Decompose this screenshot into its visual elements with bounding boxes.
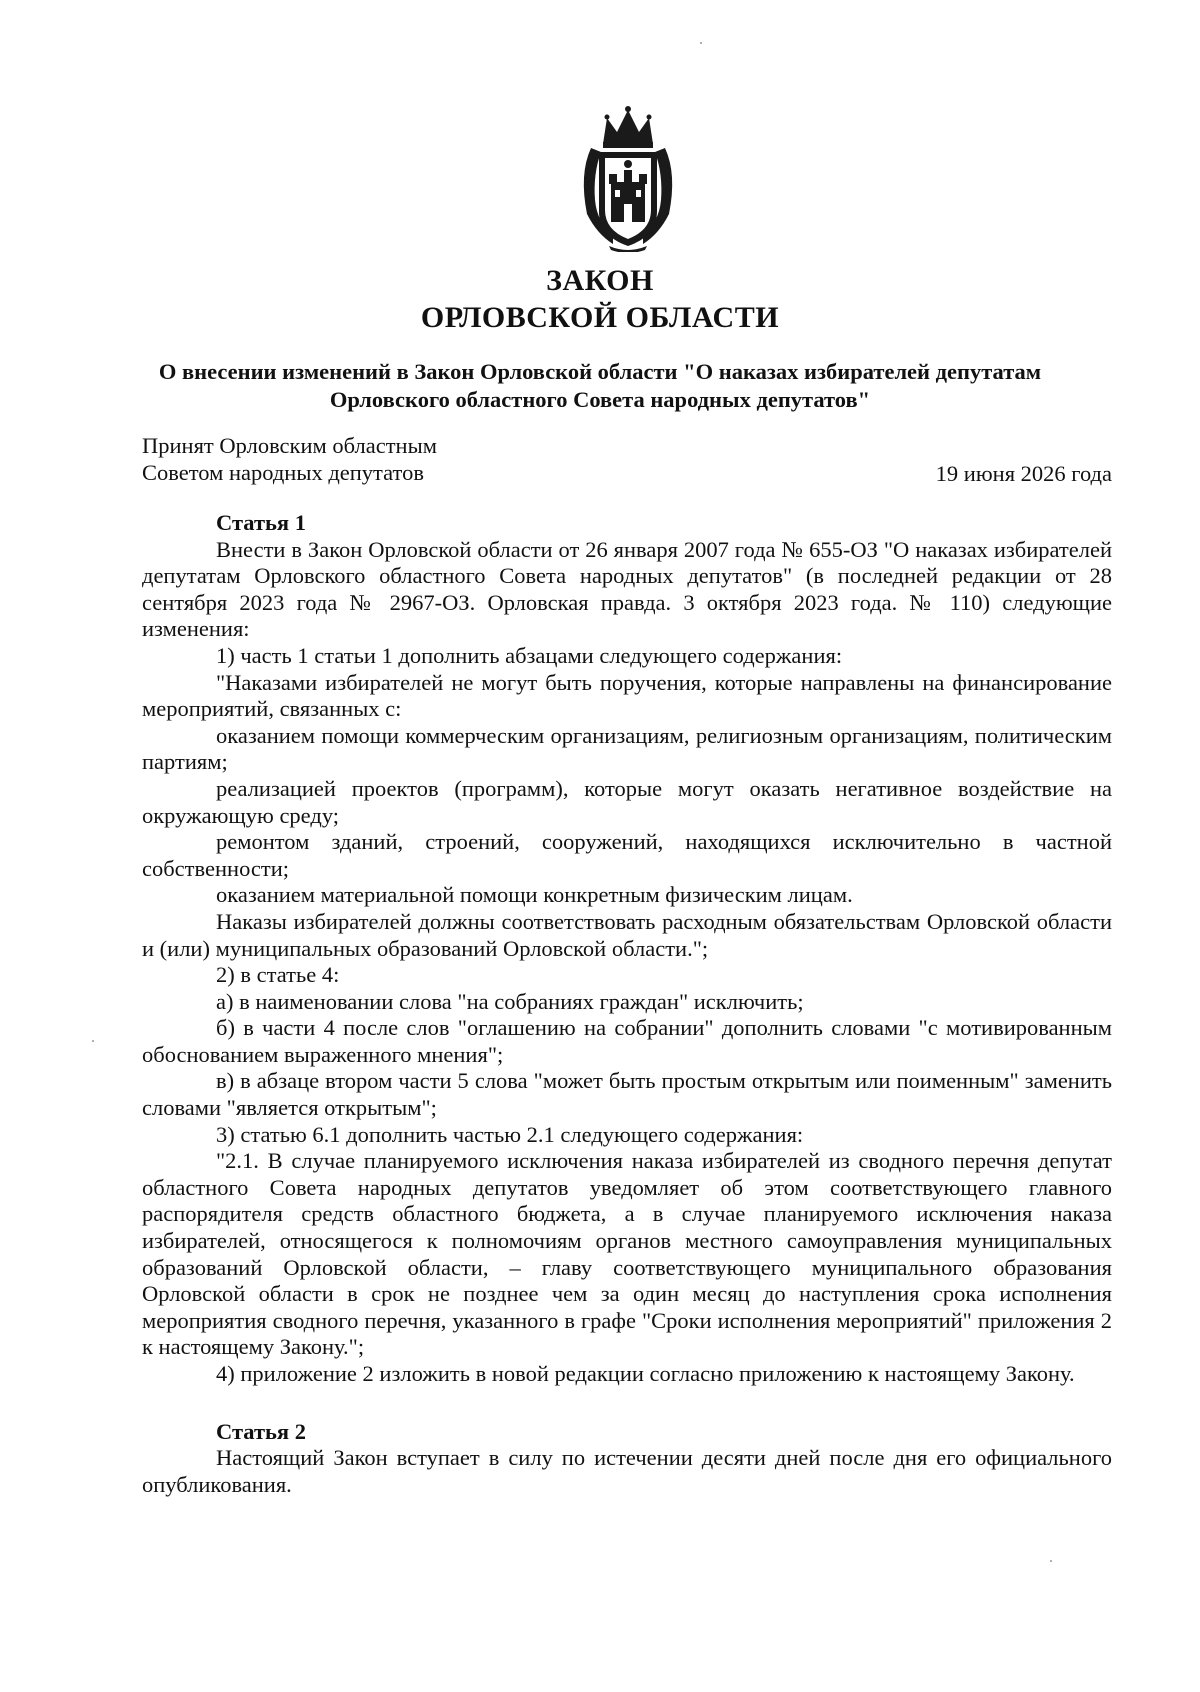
article-1-paragraph: "2.1. В случае планируемого исключения наказа избирателей из сводного перечня депутат областного Совета народных депутатов уведомляет об этом соответствующего главного распорядителя средств областного бюджета, а в случае планируемого исключения наказа избирателей, относящегося к полномочиям органов местного самоуправления муниципальных образований Орловской области, – главу соответствующего муниципального образования Орловской области в срок не позднее чем за один месяц до наступления срока исполнения мероприятия сводного перечня, указанного в графе "Сроки исполнения мероприятий" приложения 2 к настоящему Закону."; bbox=[142, 1148, 1112, 1360]
article-1-paragraph: ремонтом зданий, строений, сооружений, находящихся исключительно в частной собственности; bbox=[142, 829, 1112, 881]
scan-speck bbox=[700, 42, 702, 44]
article-1-paragraph: "Наказами избирателей не могут быть поручения, которые направлены на финансирование мероприятий, связанных с: bbox=[142, 669, 1112, 722]
scan-speck bbox=[1050, 1560, 1052, 1562]
scan-speck bbox=[92, 1040, 94, 1042]
article-1-paragraph: 1) часть 1 статьи 1 дополнить абзацами следующего содержания: bbox=[216, 642, 843, 668]
region-title: ОРЛОВСКОЙ ОБЛАСТИ bbox=[420, 301, 780, 334]
law-subtitle: О внесении изменений в Закон Орловской области "О наказах избирателей депутатам Орловского областного Совета народных депутатов" bbox=[158, 359, 1042, 412]
article-1-paragraph: б) в части 4 после слов "оглашению на собрании" дополнить словами "с мотивированным обоснованием выраженного мнения"; bbox=[142, 1015, 1112, 1067]
article-1-paragraph: 2) в статье 4: bbox=[216, 962, 340, 988]
article-1-paragraph: в) в абзаце втором части 5 слова "может быть простым открытым или поименным" заменить словами "является открытым"; bbox=[142, 1068, 1112, 1121]
article-1-heading: Статья 1 bbox=[216, 510, 306, 535]
article-1-paragraph: оказанием материальной помощи конкретным физическим лицам. bbox=[216, 882, 853, 908]
article-1-paragraph: оказанием помощи коммерческим организациям, религиозным организациям, политическим партиям; bbox=[142, 722, 1112, 775]
article-1-paragraph: 4) приложение 2 изложить в новой редакции согласно приложению к настоящему Закону. bbox=[216, 1361, 1075, 1386]
adoption-line-2: Советом народных депутатов bbox=[142, 460, 424, 485]
article-2-heading: Статья 2 bbox=[216, 1418, 306, 1444]
adoption-block bbox=[142, 432, 437, 486]
article-1-paragraph: 3) статью 6.1 дополнить частью 2.1 следующего содержания: bbox=[216, 1121, 804, 1147]
article-1-paragraph: Внести в Закон Орловской области от 26 января 2007 года № 655-ОЗ "О наказах избирателей депутатам Орловского областного Совета народных депутатов" (в последней редакции от 28 сентября 2023 года № 2967-ОЗ. Орловская правда. 3 октября 2023 года. № 110) следующие изменения: bbox=[142, 536, 1112, 642]
adoption-line-1: Принят Орловским областным bbox=[142, 433, 437, 458]
document-type-title: ЗАКОН bbox=[546, 264, 654, 297]
adoption-date: 19 июня 2026 года bbox=[935, 461, 1112, 486]
document-body bbox=[142, 510, 1112, 1498]
article-1-paragraph: реализацией проектов (программ), которые могут оказать негативное воздействие на окружающую среду; bbox=[142, 775, 1112, 828]
article-1-paragraph: Наказы избирателей должны соответствовать расходным обязательствам Орловской области и (или) муниципальных образований Орловской области."; bbox=[142, 908, 1112, 961]
coat-of-arms-icon bbox=[573, 104, 683, 252]
article-1-paragraph: а) в наименовании слова "на собраниях граждан" исключить; bbox=[216, 988, 804, 1014]
article-2-paragraph: Настоящий Закон вступает в силу по истечении десяти дней после дня его официального опубликования. bbox=[142, 1445, 1112, 1497]
